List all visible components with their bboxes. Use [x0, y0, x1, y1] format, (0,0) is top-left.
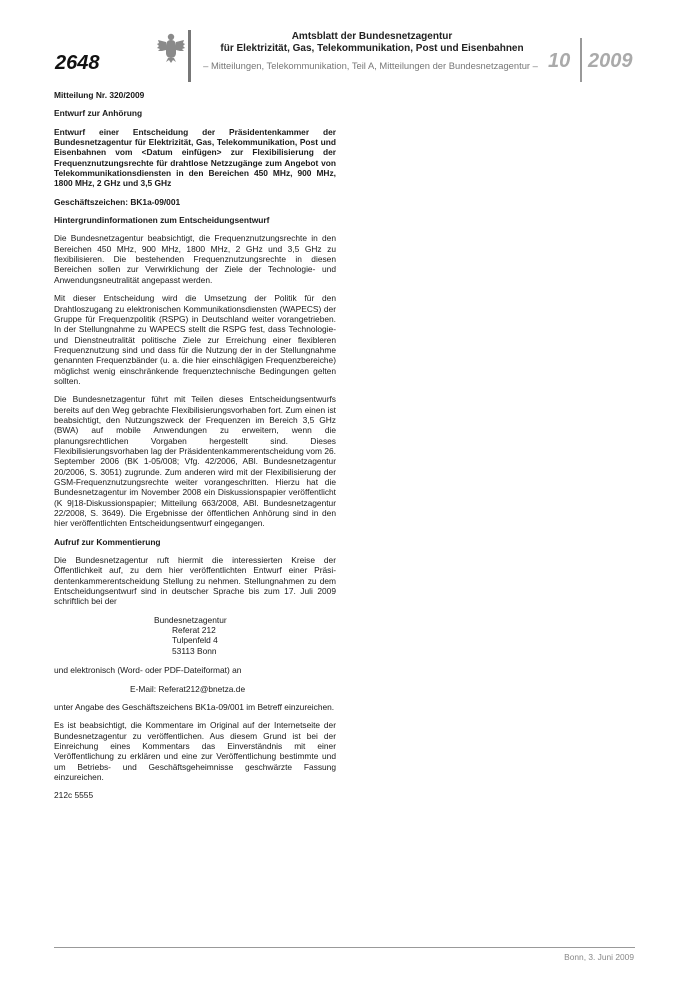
document-code: 212c 5555: [54, 790, 94, 801]
address-org: Bundesnetzagentur: [154, 614, 227, 625]
paragraph-2: Mit dieser Entscheidung wird die Umsetzung der Politik für den Drahtloszugang zu elektronischen Kommunikationsdiensten (WAPECS) der Gruppe für Frequenzpolitik (RSPG) in Deutschland weiter vorangetrieben. In der Stellungnahme zu WAPECS stellt die RSPG fest, dass Technologie- und Dienstneutralität politische Ziele zur Erreichung einer flexibleren Frequenznutzung sind und dass für die Nutzung der in der Stellungnahme genannten Frequenzbänder (u. a. die hier einschlägigen Frequenzbereiche) möglichst wenig einschränkende frequenztechnische Bedingungen gelten sollten.: [54, 293, 336, 386]
footer-date: Bonn, 3. Juni 2009: [564, 952, 634, 962]
publication-title: Amtsblatt der Bundesnetzagentur für Elektrizität, Gas, Telekommunikation, Post und Eisenbahnen: [220, 31, 524, 54]
header-divider: [188, 30, 191, 82]
paragraph-3: Die Bundesnetzagentur führt mit Teilen dieses Entscheidungsentwurfs bereits auf den Weg gebrachte Flexibilisierungsvorhaben fort. Zum einen ist beabsichtigt, den Nutzungszweck der Frequenzen im Bereich 3,5 GHz (BWA) auf mobile Anwendungen zu erweitern, wenn die planungsrechtlichen Vorgaben hergestellt sind. Dieses Flexibilisierungsvorhaben lag der Präsidentenkammerentscheidung vom 26. September 2006 (BK 1-05/008; Vfg. 42/2006, ABl. Bundesnetzagentur 20/2006, S. 3051) zugrunde. Zum anderen wird mit der Flexibilisierung der GSM-Frequenznutzungsrechte weiter vorangeschritten. Hierzu hat die Bundesnetzagentur im November 2008 ein Diskussionspapier veröffentlicht (K 9|18-Diskussionspapier; Mitteilung 663/2008, ABl. Bundesnetzagentur 22/2008, S. 3649). Die Ergebnisse der öffentlichen Anhörung sind in den hier veröffentlichten Entscheidungsentwurf eingegangen.: [54, 394, 336, 529]
address-city: 53113 Bonn: [172, 645, 217, 656]
comment-heading: Aufruf zur Kommentierung: [54, 536, 161, 547]
notice-number: Mitteilung Nr. 320/2009: [54, 90, 145, 100]
address-dept: Referat 212: [172, 625, 216, 636]
paragraph-4: Die Bundesnetzagentur ruft hiermit die interessierten Kreise der Öffentlichkeit auf, zu dem hier veröffentlichten Entwurf einer Präsidentenkammerentscheidung Stellung zu nehmen. Stellungnahmen zu dem Entscheidungsentwurf sind in deutscher Sprache bis zum 17. Juli 2009 schriftlich bei der: [54, 555, 336, 607]
footer-rule: [54, 947, 635, 948]
publication-subtitle: – Mitteilungen, Telekommunikation, Teil A, Mitteilungen der Bundesnetzagentur –: [203, 60, 538, 71]
electronic-note: und elektronisch (Word- oder PDF-Dateiformat) an: [54, 665, 242, 676]
reference-number: Geschäftszeichen: BK1a-09/001: [54, 196, 181, 207]
lead-paragraph: Entwurf einer Entscheidung der Präsidentenkammer der Bundesnetzagentur für Elektrizität, Gas, Telekommunikation, Post und Eisenbahnen vom <Datum einfügen> zur Flexibilisierung der Frequenznutzungsrechte für drahtlose Netzzugänge zum Angebot von Telekommunikationsdiensten in den Bereichen 450 MHz, 900 MHz, 1800 MHz, 2 GHz und 3,5 GHz: [54, 126, 336, 189]
background-heading: Hintergrundinformationen zum Entscheidungsentwurf: [54, 215, 270, 226]
article-body: [54, 90, 336, 809]
issue-year: 2009: [588, 50, 633, 72]
postal-address: [154, 615, 336, 656]
issue-number: 10: [548, 50, 571, 72]
email-address[interactable]: E-Mail: Referat212@bnetza.de: [130, 683, 246, 694]
paragraph-5: unter Angabe des Geschäftszeichens BK1a-09/001 im Betreff einzureichen.: [54, 701, 335, 712]
paragraph-6: Es ist beabsichtigt, die Kommentare im Original auf der Internetseite der Bundesnetzagentur zu veröffentlichen. Aus diesem Grund ist bei der Einreichung eines Kommentars das Einverständnis mit einer Veröffentlichung zu erklären und eine zur Veröffentlichung bestimmte und um Betriebs- und Geschäftsgeheimnisse geschwärzte Fassung einzureichen.: [54, 720, 336, 782]
page-number: 2648: [55, 52, 100, 74]
paragraph-1: Die Bundesnetzagentur beabsichtigt, die Frequenznutzungsrechte in den Bereichen 450 MHz, 900 MHz, 1800 MHz, 2 GHz und 3,5 GHz zu flexibilisieren. Die bestehenden Frequenznutzungsrechte in diesen Bereichen sollen zur Verwirklichung der Ziele der Technologie- und Anwendungsneutralität angepasst werden.: [54, 233, 336, 285]
federal-eagle-icon: [156, 31, 186, 63]
issue-divider: [580, 38, 582, 82]
address-street: Tulpenfeld 4: [172, 635, 218, 646]
draft-label: Entwurf zur Anhörung: [54, 108, 143, 119]
